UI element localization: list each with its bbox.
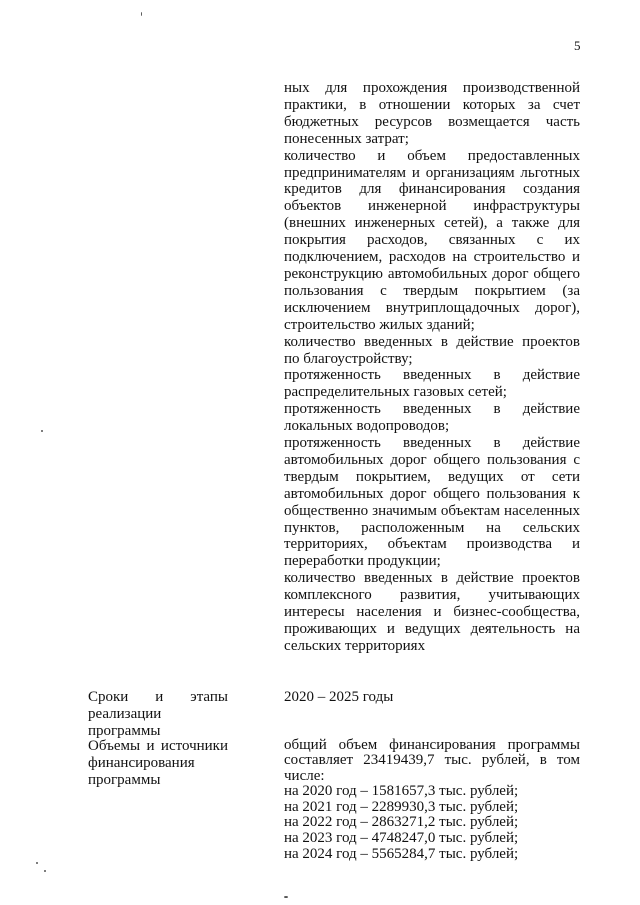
financing-year-item: на 2024 год – 5565284,7 тыс. рублей; bbox=[284, 845, 519, 862]
indicator-paragraph: количество и объем предоставленных предпринимателям и организациям льготных кредитов для финансирования создания объектов инженерной инфраструктуры (внешних инженерных сетей), а также для покрытия расходов, связанных с их подключением, расходов на строительство и реконструкцию автомобильных дорог общего пользования с твердым покрытием (за исключением внутриплощадочных дорог), строительство жилых зданий; bbox=[284, 147, 580, 333]
financing-years-list bbox=[284, 784, 580, 862]
page-number: 5 bbox=[574, 38, 581, 53]
financing-block bbox=[284, 738, 580, 862]
financing-intro: общий объем финансирования программы составляет 23419439,7 тыс. рублей, в том числе: bbox=[284, 737, 580, 784]
scan-speck bbox=[41, 430, 43, 432]
scan-speck bbox=[141, 12, 142, 16]
scan-speck bbox=[284, 896, 288, 898]
financing-year-item: на 2023 год – 4748247,0 тыс. рублей; bbox=[284, 830, 519, 846]
indicator-paragraph: протяженность введенных в действие автомобильных дорог общего пользования с твердым покрытием, ведущих от сети автомобильных дорог общего пользования к общественно значимым объектам населенных пунктов, расположенным на сельских территориях, объектам производства и переработки продукции; bbox=[284, 435, 580, 570]
indicators-list bbox=[284, 80, 580, 655]
financing-year-item: на 2020 год – 1581657,3 тыс. рублей; bbox=[284, 783, 519, 800]
terms-value: 2020 – 2025 годы bbox=[284, 689, 394, 705]
indicator-paragraph: количество введенных в действие проектов по благоустройству; bbox=[284, 333, 580, 367]
scan-speck bbox=[36, 862, 38, 864]
indicator-paragraph: ных для прохождения производственной практики, в отношении которых за счет бюджетных ресурсов возмещается часть понесенных затрат; bbox=[284, 80, 580, 147]
indicator-paragraph: протяженность введенных в действие распределительных газовых сетей; bbox=[284, 367, 580, 401]
scan-speck bbox=[44, 870, 46, 872]
indicator-paragraph: протяженность введенных в действие локальных водопроводов; bbox=[284, 401, 580, 435]
terms-label: Сроки и этапы реализации программы bbox=[88, 689, 228, 739]
financing-label: Объемы и источники финансирования программы bbox=[88, 738, 228, 788]
financing-year-item: на 2022 год – 2863271,2 тыс. рублей; bbox=[284, 814, 519, 831]
indicator-paragraph: количество введенных в действие проектов комплексного развития, учитывающих интересы населения и бизнес-сообщества, проживающих и ведущих деятельность на сельских территориях bbox=[284, 570, 580, 654]
financing-year-item: на 2021 год – 2289930,3 тыс. рублей; bbox=[284, 798, 519, 815]
